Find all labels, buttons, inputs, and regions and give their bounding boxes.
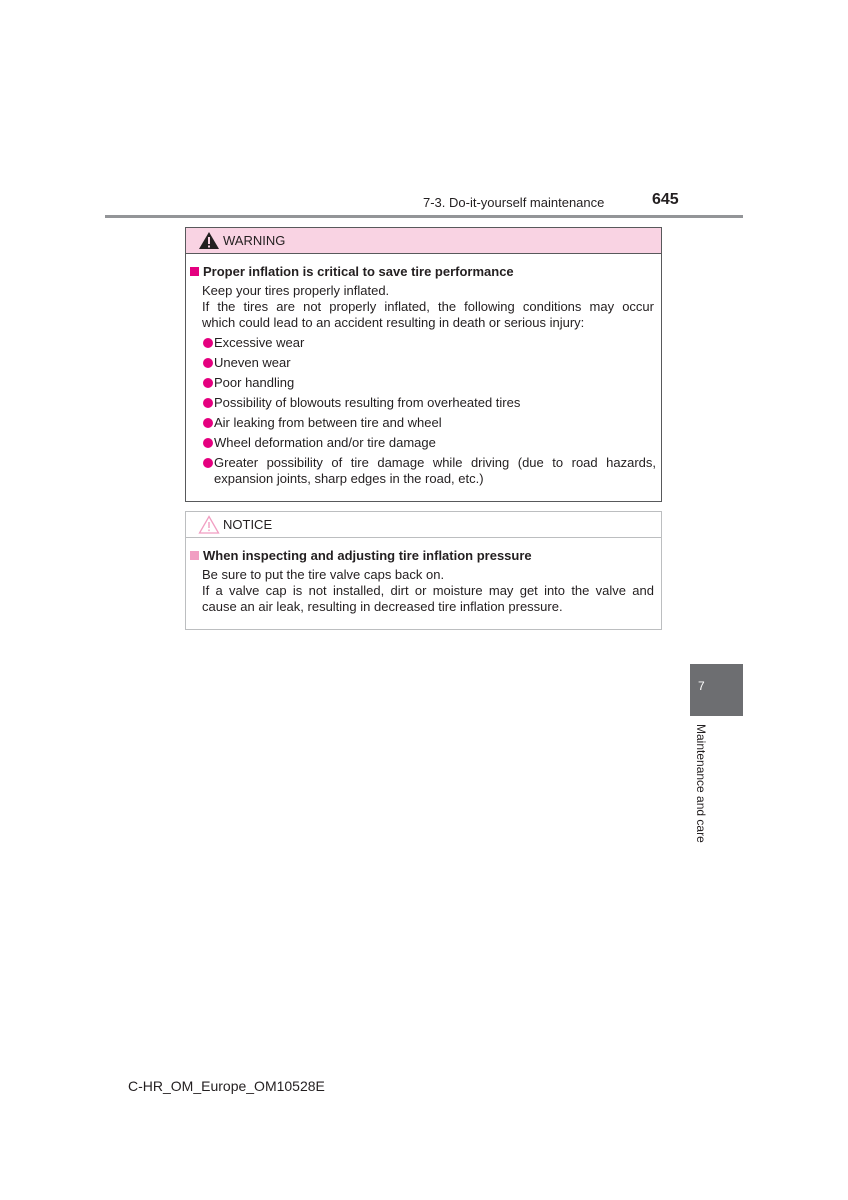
notice-line: cause an air leak, resulting in decreased tire inflation pressure.: [202, 599, 563, 614]
warning-title: Proper inflation is critical to save tire performance: [190, 264, 514, 279]
header-divider: [105, 215, 743, 218]
square-bullet-icon: [190, 267, 199, 276]
chapter-number: 7: [698, 679, 705, 693]
warning-line: Keep your tires properly inflated.: [202, 283, 390, 298]
bullet-dot-icon: [203, 338, 213, 348]
warning-line: which could lead to an accident resulting in death or serious injury:: [202, 315, 585, 330]
caution-triangle-icon: [198, 515, 220, 534]
document-code: C-HR_OM_Europe_OM10528E: [128, 1078, 325, 1094]
bullet-dot-icon: [203, 458, 213, 468]
notice-box: [185, 511, 662, 630]
bullet-dot-icon: [203, 418, 213, 428]
warning-header: [186, 228, 661, 254]
notice-line: Be sure to put the tire valve caps back on.: [202, 567, 445, 582]
warning-box: WARNING Proper inflation is critical to save tire performance Keep your tires properly inflated. If the tires are not properly inflated, the following conditions may occur which could lead to an accident resulting in death or serious injury: Excessive wear Uneven wear Poor handling Possibility of blowouts resulting from overheated tires Air leaking from between tire and wheel Wheel deformation and/or tire damage Greater possibility of tire damage while driving (due to road hazards, expansion joints, sharp edges in the road, etc.): [185, 227, 662, 502]
chapter-tab: [690, 664, 743, 716]
warning-triangle-icon: [198, 231, 220, 250]
page-number: 645: [652, 191, 679, 208]
notice-title: When inspecting and adjusting tire inflation pressure: [190, 548, 532, 563]
bullet-dot-icon: [203, 398, 213, 408]
chapter-label: Maintenance and care: [694, 724, 708, 843]
bullet-dot-icon: [203, 438, 213, 448]
bullet-dot-icon: [203, 378, 213, 388]
notice-label: NOTICE: [223, 517, 273, 532]
notice-header: [186, 512, 661, 538]
section-title: 7-3. Do-it-yourself maintenance: [423, 195, 605, 210]
square-bullet-icon: [190, 551, 199, 560]
notice-line: If a valve cap is not installed, dirt or moisture may get into the valve and: [202, 583, 654, 598]
bullet-dot-icon: [203, 358, 213, 368]
warning-label: WARNING: [223, 233, 286, 248]
warning-line: If the tires are not properly inflated, the following conditions may occur: [202, 299, 654, 314]
